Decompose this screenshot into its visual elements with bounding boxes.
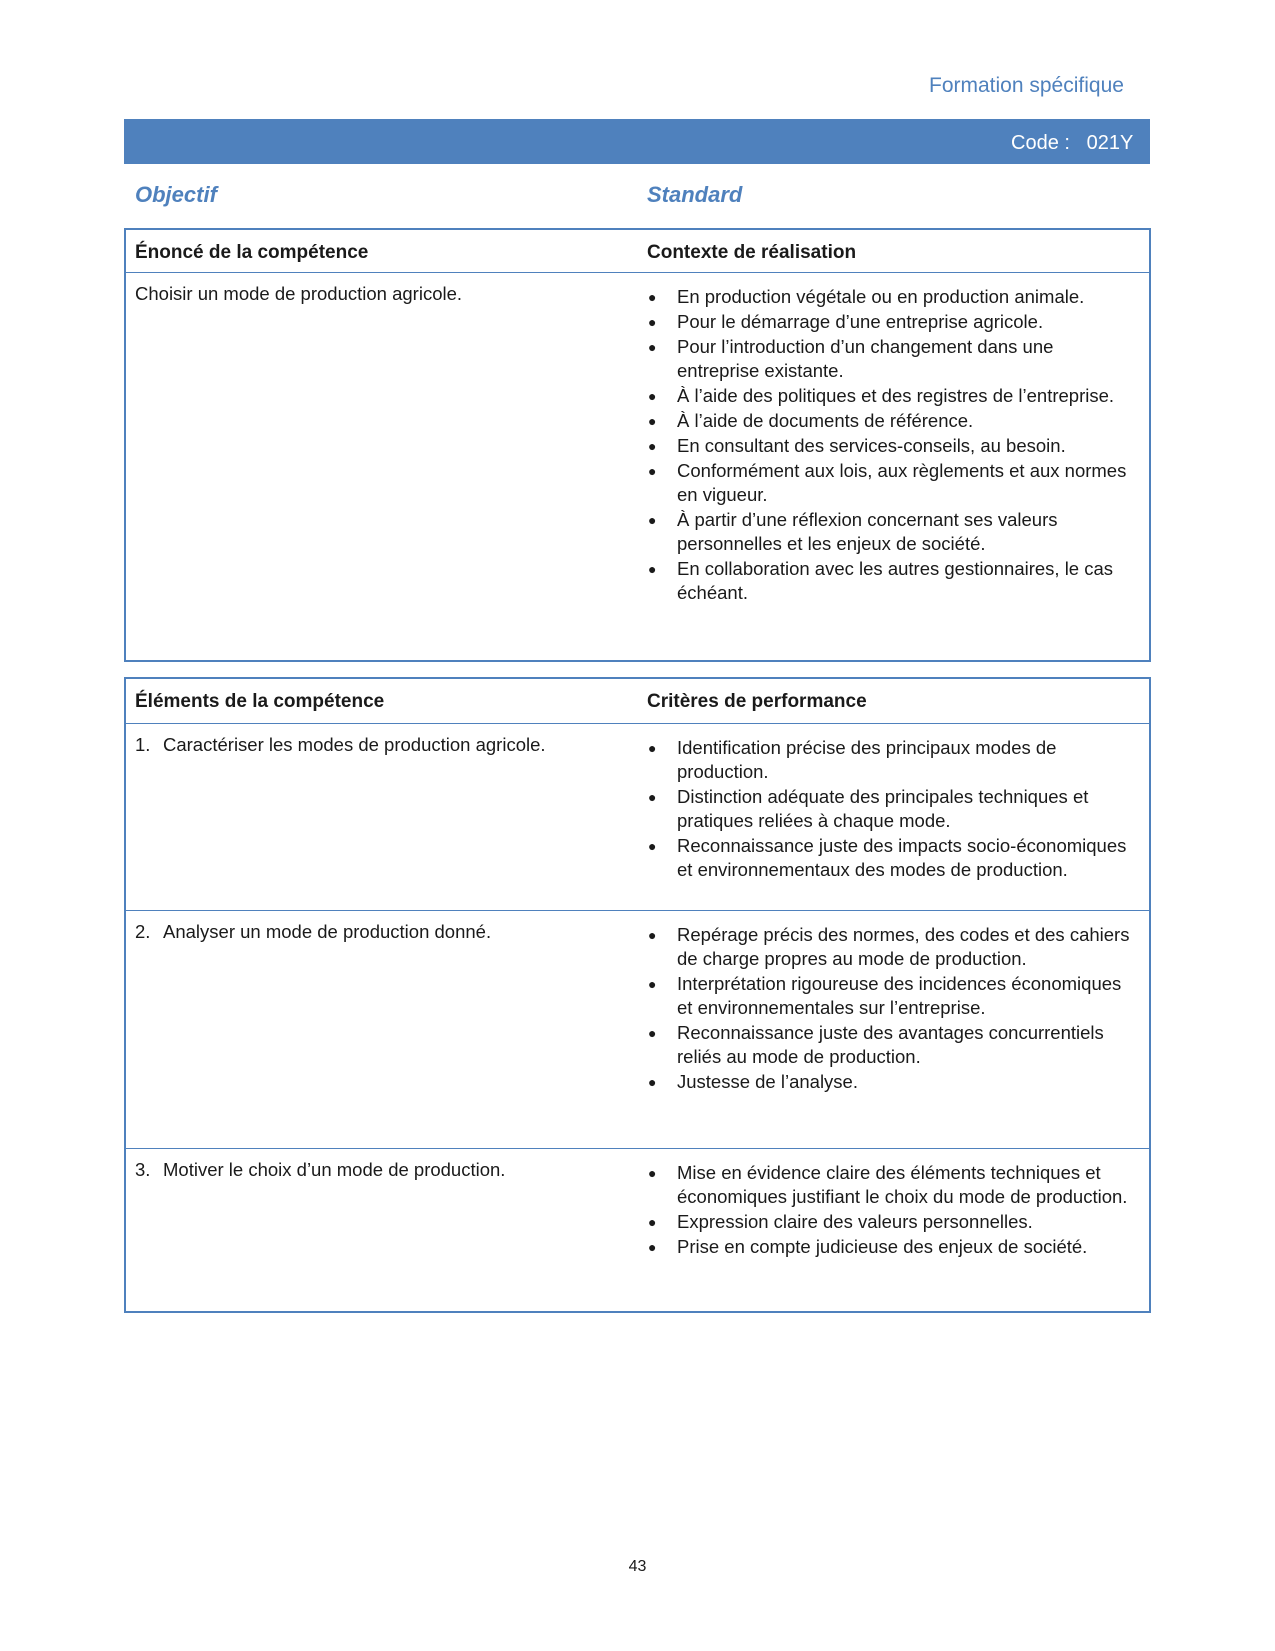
elements-header: Éléments de la compétence	[135, 691, 385, 712]
bullet-icon: ●	[648, 976, 657, 992]
formation-title: Formation spécifique	[929, 74, 1124, 97]
enonce-text: Choisir un mode de production agricole.	[135, 283, 463, 304]
standard-heading: Standard	[647, 182, 743, 207]
list-item: ● En consultant des services-conseils, au besoin.	[648, 435, 1066, 456]
list-item: ● Repérage précis des normes, des codes et des cahiers de charge propres au mode de production.	[648, 924, 1130, 969]
list-item: ● En production végétale ou en production animale.	[648, 286, 1085, 307]
bullet-icon: ●	[648, 413, 657, 429]
objectif-heading: Objectif	[135, 182, 217, 207]
enonce-table	[124, 228, 1151, 662]
table-row	[126, 724, 1149, 911]
list-item: ● Reconnaissance juste des avantages concurrentiels reliés au mode de production.	[648, 1022, 1104, 1067]
bullet-icon: ●	[648, 740, 657, 756]
criteres-header: Critères de performance	[647, 691, 867, 712]
criteria-list	[647, 923, 1137, 1094]
bullet-icon: ●	[648, 1025, 657, 1041]
criteria-cell	[647, 1161, 1137, 1260]
bullet-icon: ●	[648, 561, 657, 577]
enonce-header: Énoncé de la compétence	[135, 242, 369, 263]
list-item: ● Interprétation rigoureuse des incidences économiques et environnementales sur l’entreprise.	[648, 973, 1122, 1018]
code-banner	[124, 119, 1150, 164]
list-item: ● Expression claire des valeurs personnelles.	[648, 1211, 1033, 1232]
criteria-cell	[647, 923, 1137, 1095]
list-item: ● À l’aide des politiques et des registres de l’entreprise.	[648, 385, 1115, 406]
contexte-list	[647, 285, 1137, 605]
list-item: ● En collaboration avec les autres gestionnaires, le cas échéant.	[648, 558, 1114, 603]
table-row	[126, 911, 1149, 1149]
list-item: ● Pour le démarrage d’une entreprise agricole.	[648, 311, 1044, 332]
criteria-list	[647, 1161, 1137, 1259]
bullet-icon: ●	[648, 314, 657, 330]
list-item: ● Pour l’introduction d’un changement dans une entreprise existante.	[648, 336, 1054, 381]
list-item: ● Justesse de l’analyse.	[648, 1071, 858, 1092]
bullet-icon: ●	[648, 838, 657, 854]
bullet-icon: ●	[648, 927, 657, 943]
list-item: ● À partir d’une réflexion concernant ses valeurs personnelles et les enjeux de société.	[648, 509, 1058, 554]
bullet-icon: ●	[648, 438, 657, 454]
criteria-cell	[647, 736, 1137, 883]
program-code: Code : 021Y	[1011, 132, 1134, 154]
bullet-icon: ●	[648, 1214, 657, 1230]
elements-table	[124, 677, 1151, 1313]
element-text: 3. Motiver le choix d’un mode de production.	[135, 1159, 506, 1180]
bullet-icon: ●	[648, 1074, 657, 1090]
list-item: ● À l’aide de documents de référence.	[648, 410, 974, 431]
bullet-icon: ●	[648, 512, 657, 528]
list-item: ● Reconnaissance juste des impacts socio-économiques et environnementaux des modes de production.	[648, 835, 1127, 880]
criteria-list	[647, 736, 1137, 882]
list-item: ● Identification précise des principaux modes de production.	[648, 737, 1057, 782]
bullet-icon: ●	[648, 1239, 657, 1255]
bullet-icon: ●	[648, 1165, 657, 1181]
list-item: ● Conformément aux lois, aux règlements et aux normes en vigueur.	[648, 460, 1127, 505]
enonce-row	[126, 273, 1149, 658]
bullet-icon: ●	[648, 463, 657, 479]
bullet-icon: ●	[648, 789, 657, 805]
element-text: 1. Caractériser les modes de production agricole.	[135, 734, 546, 755]
page-number: 43	[628, 1558, 647, 1575]
contexte-cell	[647, 285, 1137, 606]
bullet-icon: ●	[648, 388, 657, 404]
contexte-header: Contexte de réalisation	[647, 242, 857, 263]
elements-table-header	[126, 679, 1149, 724]
element-text: 2. Analyser un mode de production donné.	[135, 921, 492, 942]
list-item: ● Mise en évidence claire des éléments techniques et économiques justifiant le choix du mode de production.	[648, 1162, 1128, 1207]
bullet-icon: ●	[648, 289, 657, 305]
list-item: ● Distinction adéquate des principales techniques et pratiques reliées à chaque mode.	[648, 786, 1089, 831]
enonce-table-header	[126, 230, 1149, 273]
bullet-icon: ●	[648, 339, 657, 355]
list-item: ● Prise en compte judicieuse des enjeux de société.	[648, 1236, 1088, 1257]
table-row	[126, 1149, 1149, 1309]
